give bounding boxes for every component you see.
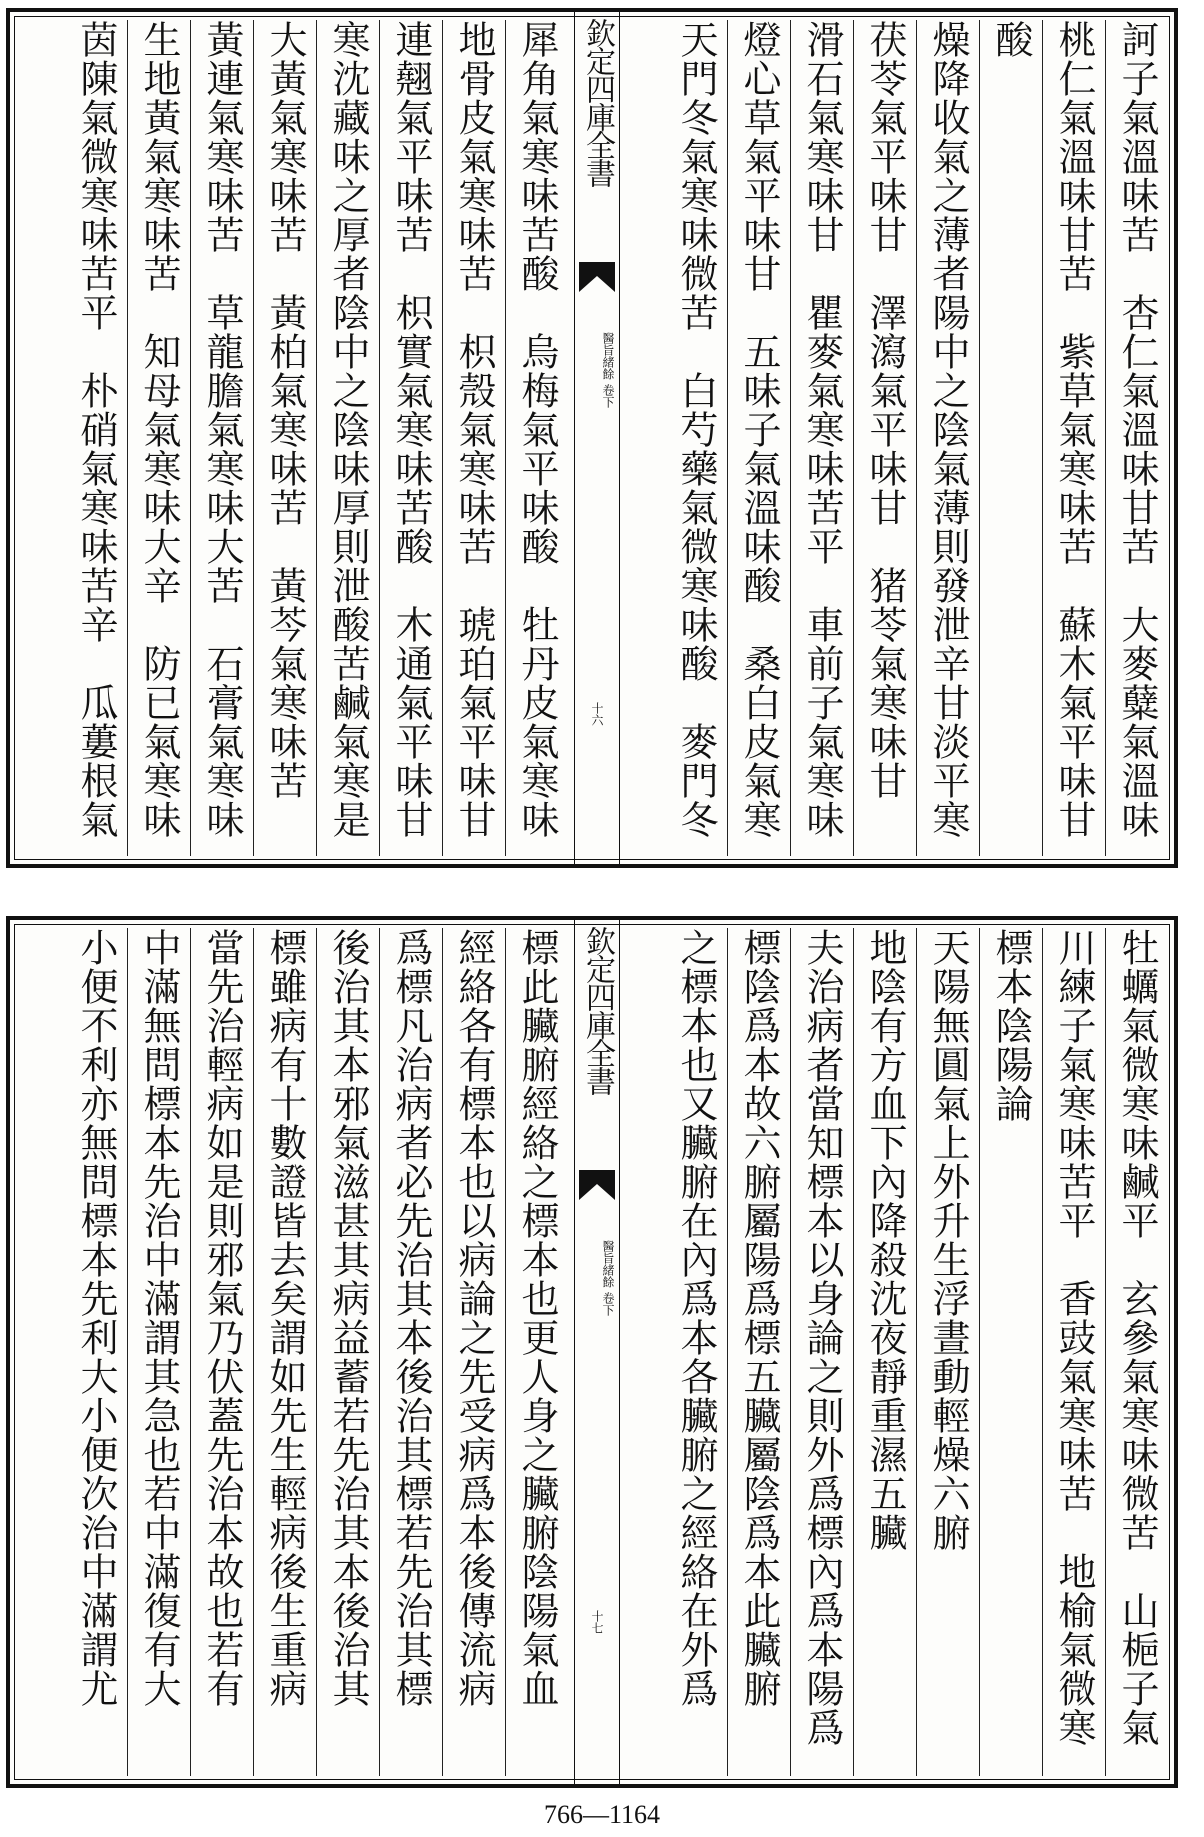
text-column: 燥降收氣之薄者陽中之陰氣薄則發泄辛甘淡平寒: [916, 20, 979, 856]
spine-title: 欽定四庫全書: [580, 18, 615, 186]
text-column: 大黃氣寒味苦 黃柏氣寒味苦 黃芩氣寒味苦: [253, 20, 316, 856]
text-column: 後治其本邪氣滋甚其病益蓄若先治其本後治其: [316, 928, 379, 1776]
text-column: 天陽無圓氣上外升生浮晝動輕燥六腑: [916, 928, 979, 1776]
text-column: 天門冬氣寒味微苦 白芍藥氣微寒味酸 麥門冬: [674, 20, 718, 839]
spine-subtitle: 醫旨緒餘 卷下: [601, 1240, 615, 1316]
text-column: 地陰有方血下內降殺沈夜靜重濕五臟: [853, 928, 916, 1776]
text-column: 小便不利亦無問標本先利大小便次治中滿謂尤: [74, 928, 118, 1708]
upper-page: [6, 8, 1178, 868]
upper-right-text: [616, 20, 1168, 856]
text-column: 川練子氣寒味苦平 香豉氣寒味苦 地榆氣微寒: [1042, 928, 1105, 1776]
text-column: 中滿無問標本先治中滿謂其急也若中滿復有大: [127, 928, 190, 1776]
text-column: 夫治病者當知標本以身論之則外爲標內爲本陽爲: [790, 928, 853, 1776]
text-column: 燈心草氣平味甘 五味子氣溫味酸 桑白皮氣寒: [727, 20, 790, 856]
fish-tail-icon: [579, 262, 615, 292]
lower-left-text: [16, 928, 568, 1776]
spine-center: [574, 920, 620, 1784]
text-column: 標雖病有十數證皆去矣謂如先生輕病後生重病: [253, 928, 316, 1776]
folio-number: 十七: [590, 1610, 604, 1634]
text-column: 訶子氣溫味苦 杏仁氣溫味甘苦 大麥糵氣溫味: [1105, 20, 1168, 856]
lower-page: [6, 916, 1178, 1788]
text-column: 地骨皮氣寒味苦 枳殼氣寒味苦 琥珀氣平味甘: [442, 20, 505, 856]
spine-center: [574, 12, 620, 864]
text-column: 經絡各有標本也以病論之先受病爲本後傳流病: [442, 928, 505, 1776]
section-heading: 標本陰陽論: [979, 928, 1042, 1776]
text-column: 牡蠣氣微寒味鹹平 玄參氣寒味微苦 山梔子氣: [1105, 928, 1168, 1776]
text-column: 之標本也又臟腑在內爲本各臟腑之經絡在外爲: [674, 928, 718, 1708]
page-reference: 766—1164: [543, 1800, 661, 1829]
text-column: 桃仁氣溫味甘苦 紫草氣寒味苦 蘇木氣平味甘: [1042, 20, 1105, 856]
text-column: 當先治輕病如是則邪氣乃伏蓋先治本故也若有: [190, 928, 253, 1776]
text-column: 寒沈藏味之厚者陰中之陰味厚則泄酸苦鹹氣寒是: [316, 20, 379, 856]
text-column: 爲標凡治病者必先治其本後治其標若先治其標: [379, 928, 442, 1776]
text-column: 茯苓氣平味甘 澤瀉氣平味甘 猪苓氣寒味甘: [853, 20, 916, 856]
text-column: 犀角氣寒味苦酸 烏梅氣平味酸 牡丹皮氣寒味: [505, 20, 568, 856]
text-column: 標陰爲本故六腑屬陽爲標五臟屬陰爲本此臟腑: [727, 928, 790, 1776]
text-column: 標此臟腑經絡之標本也更人身之臟腑陰陽氣血: [505, 928, 568, 1776]
folio-number: 十六: [590, 702, 604, 726]
text-column: 滑石氣寒味甘 瞿麥氣寒味苦平 車前子氣寒味: [790, 20, 853, 856]
spine-title: 欽定四庫全書: [580, 926, 615, 1094]
text-column: 連翹氣平味苦 枳實氣寒味苦酸 木通氣平味甘: [379, 20, 442, 856]
text-column: 茵陳氣微寒味苦平 朴硝氣寒味苦辛 瓜蔞根氣: [74, 20, 118, 839]
text-column: 酸: [979, 20, 1042, 856]
spine-subtitle: 醫旨緒餘 卷下: [601, 332, 615, 408]
upper-left-text: [16, 20, 568, 856]
text-column: 黃連氣寒味苦 草龍膽氣寒味大苦 石膏氣寒味: [190, 20, 253, 856]
text-column: 生地黃氣寒味苦 知母氣寒味大辛 防已氣寒味: [127, 20, 190, 856]
fish-tail-icon: [579, 1170, 615, 1200]
lower-right-text: [616, 928, 1168, 1776]
